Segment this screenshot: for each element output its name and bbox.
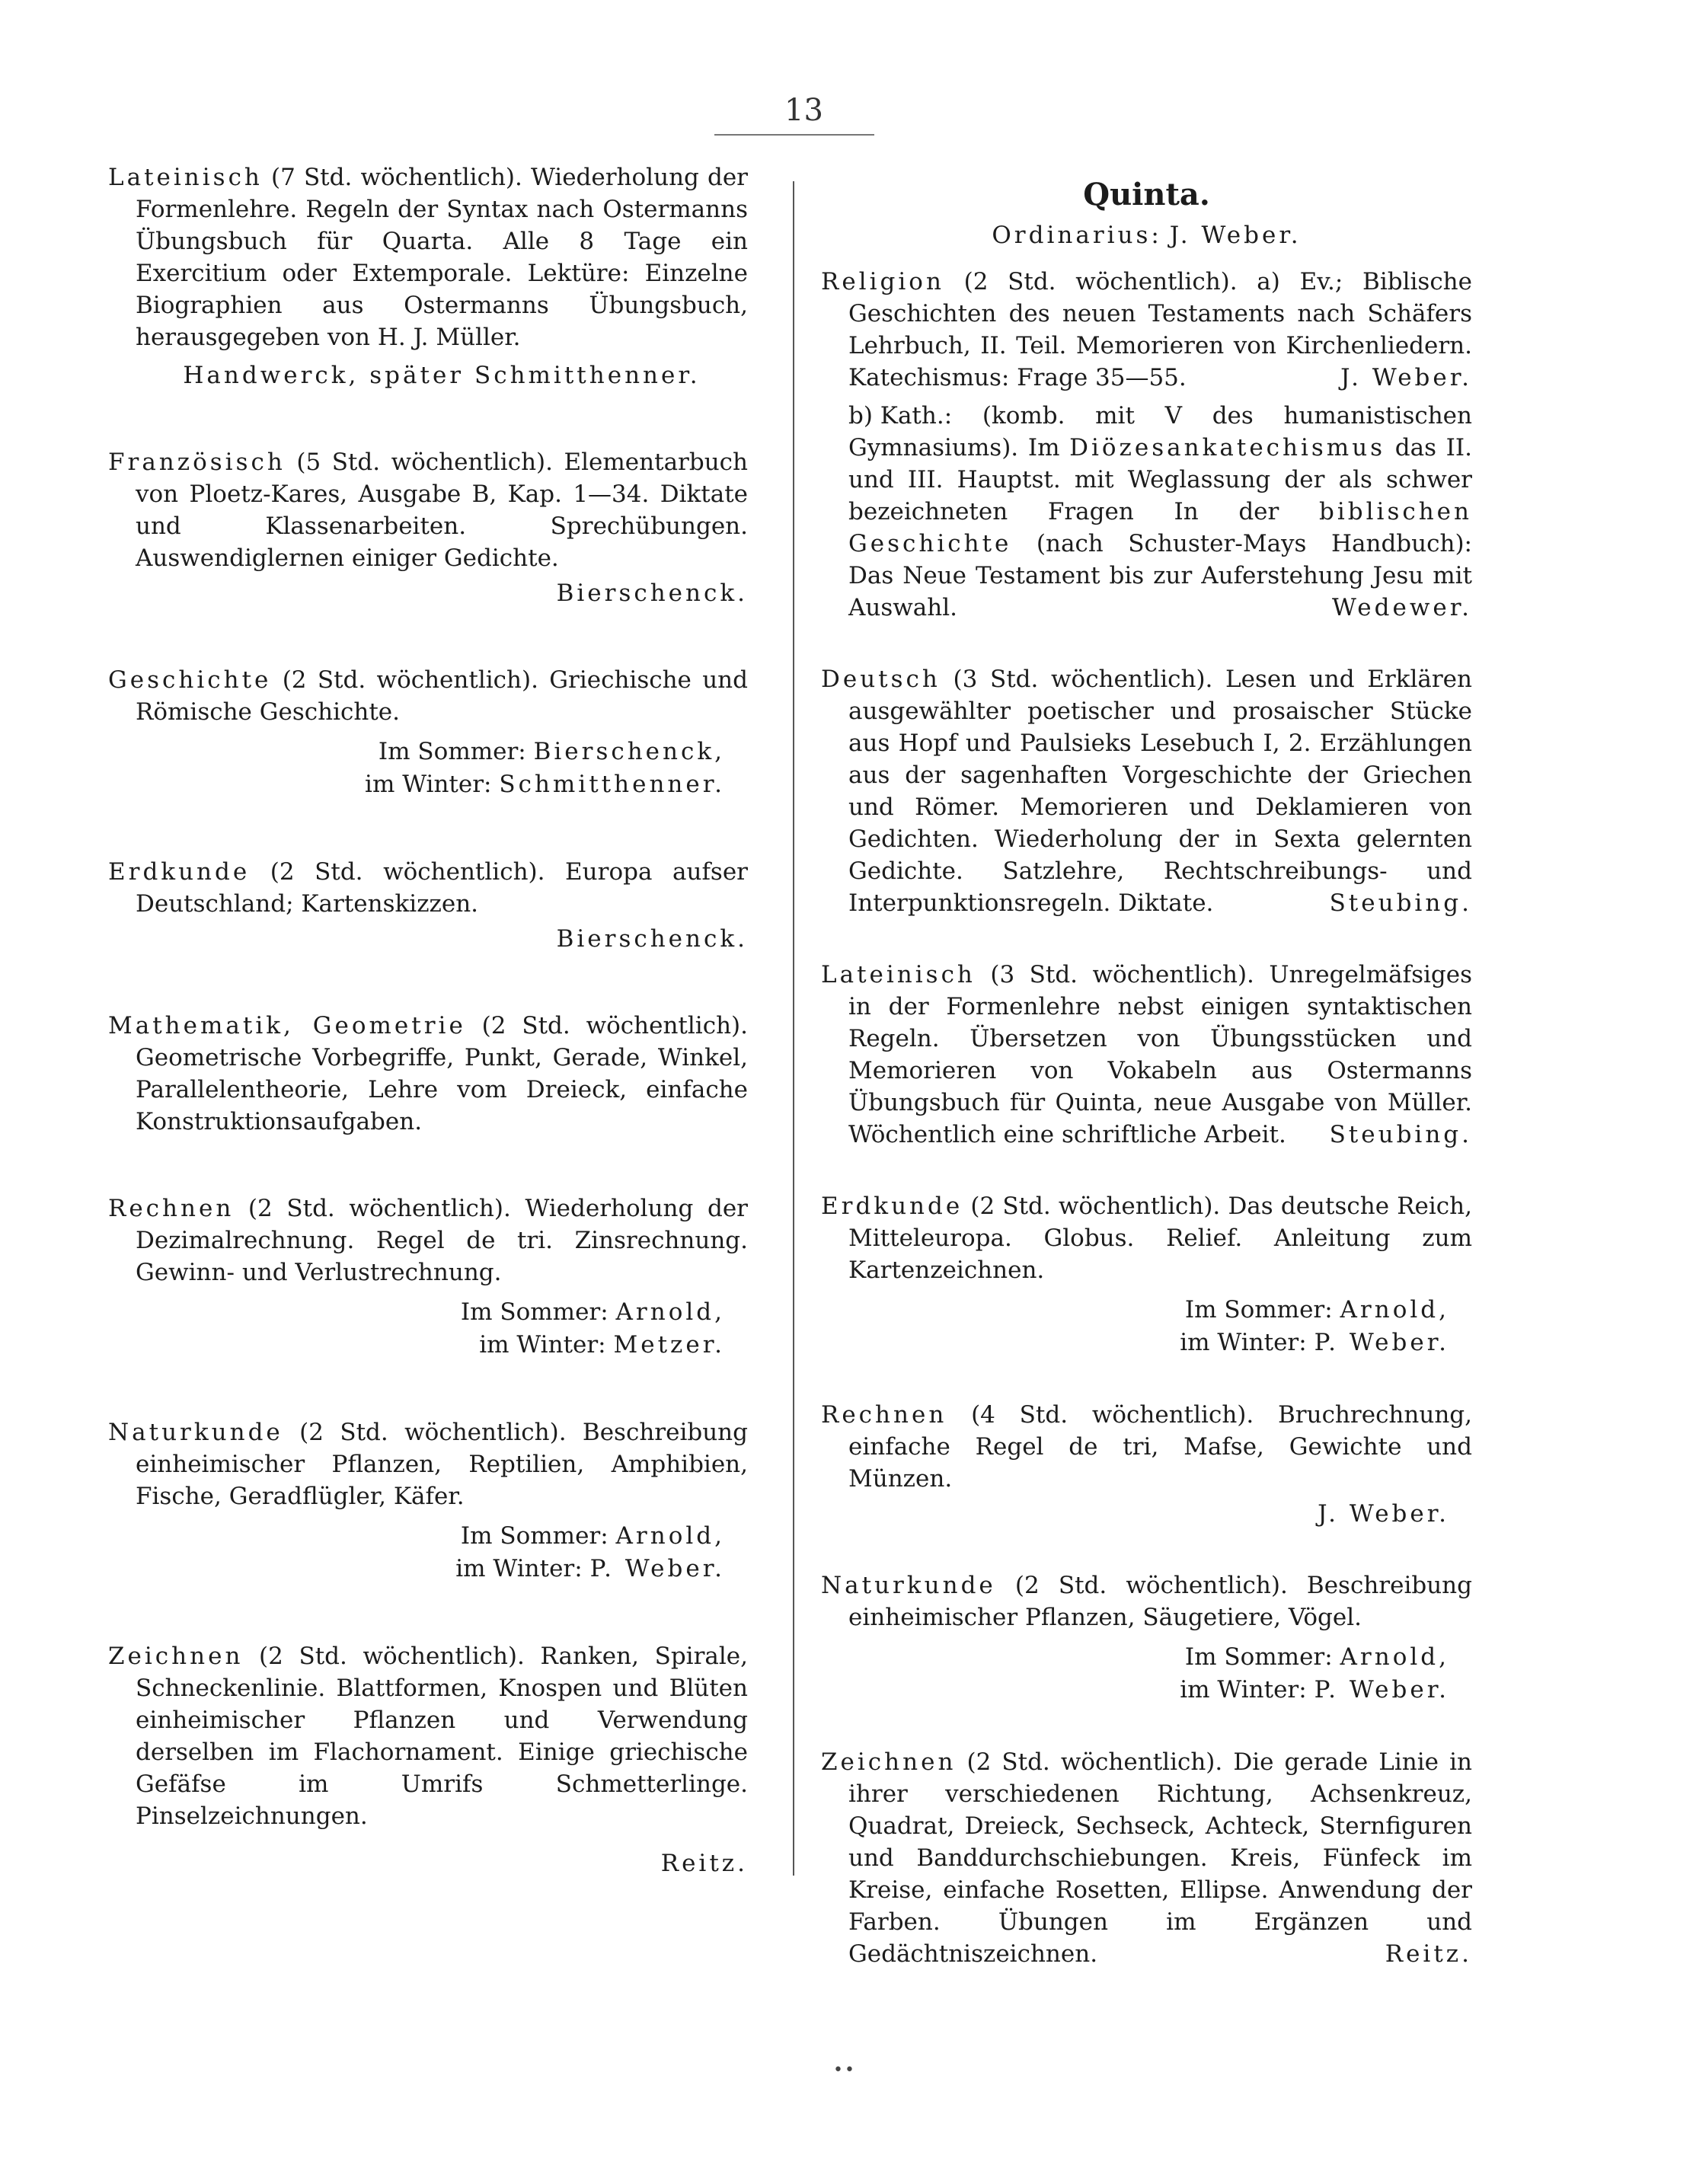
entry-erdkunde-quinta: [821, 1190, 1472, 1359]
entry-text: (2 Std. wöchentlich). Griechische und Römische Geschichte.: [136, 666, 748, 726]
subject: Mathematik, Geometrie: [108, 1012, 466, 1039]
entry-religion: [821, 266, 1472, 624]
subject: Lateinisch: [821, 961, 976, 988]
right-column: [821, 161, 1472, 1970]
subject: Französisch: [108, 449, 286, 476]
subject: Zeichnen: [821, 1748, 957, 1776]
left-column: [108, 161, 748, 1879]
subject: Naturkunde: [821, 1572, 996, 1599]
subject: Deutsch: [821, 666, 941, 693]
teacher: Wedewer.: [1331, 594, 1472, 621]
entry-naturkunde-quinta: [821, 1569, 1472, 1707]
entry-text: (5 Std. wöchentlich). Elementarbuch von Ploetz-Kares, Ausgabe B, Kap. 1—34. Diktate und Klassenarbeiten. Sprechübungen. Auswendiglernen einiger Gedichte.: [136, 449, 748, 572]
entry-text: (2 Std. wöchentlich). Die gerade Linie in ihrer verschiedenen Richtung, Achsenkreuz, Quadrat, Dreieck, Sechseck, Achteck, Sternfiguren und Banddurchschiebungen. Kreis, Fünfeck im Kreise, einfache Rosetten, Ellipse. Anwendung der Farben. Übungen im Ergänzen und Gedächtniszeichnen.: [848, 1748, 1472, 1968]
entry-text: (2 Std. wöchentlich). Wiederholung der Dezimalrechnung. Regel de tri. Zinsrechnung. Gewinn- und Verlustrechnung.: [136, 1195, 748, 1286]
header-rule: [714, 134, 874, 136]
teacher-schedule: Im Sommer: Arnold, im Winter: P. Weber.: [1180, 1643, 1449, 1703]
teacher: Bierschenck.: [556, 925, 748, 953]
entry-naturkunde: [108, 1416, 748, 1585]
entry-text: (7 Std. wöchentlich). Wiederholung der Formenlehre. Regeln der Syntax nach Ostermanns Übungsbuch für Quarta. Alle 8 Tage ein Exercitium oder Extemporale. Lektüre: Einzelne Biographien aus Ostermanns Übungsbuch, herausgegeben von H. J. Müller.: [136, 164, 748, 351]
teacher: Reitz.: [1385, 1940, 1472, 1968]
teacher: Steubing.: [1329, 889, 1472, 917]
page-number: 13: [784, 93, 823, 128]
entry-geschichte: [108, 664, 748, 801]
entry-text: (2 Std. wöchentlich). Geometrische Vorbegriffe, Punkt, Gerade, Winkel, Parallelentheorie, Lehre vom Dreieck, einfache Konstruktionsaufgaben.: [136, 1012, 748, 1135]
subject: Zeichnen: [108, 1643, 244, 1670]
entry-erdkunde: [108, 856, 748, 955]
teacher-schedule: Im Sommer: Arnold, im Winter: P. Weber.: [455, 1522, 725, 1582]
entry-text: (3 Std. wöchentlich). Unregelmäfsiges in der Formenlehre nebst einigen syntaktischen Regeln. Übersetzen von Übungsstücken und Memorieren von Vokabeln aus Ostermanns Übungsbuch für Quinta, neue Ausgabe von Müller. Wöchentlich eine schriftliche Arbeit.: [848, 961, 1472, 1148]
bottom-mark: ••: [833, 2061, 856, 2080]
teacher: Reitz.: [660, 1850, 748, 1877]
teacher: Steubing.: [1329, 1121, 1472, 1148]
subject: Erdkunde: [108, 858, 251, 886]
class-heading: Quinta.: [1083, 177, 1210, 212]
teacher-schedule: Im Sommer: Bierschenck, im Winter: Schmitthenner.: [365, 738, 725, 798]
subject: Lateinisch: [108, 164, 263, 191]
subject: Religion: [821, 268, 944, 295]
teacher: Handwerck, später Schmitthenner.: [183, 362, 701, 389]
entry-zeichnen: [108, 1640, 748, 1879]
entry-rechnen-quinta: [821, 1399, 1472, 1530]
ordinarius: Ordinarius: J. Weber.: [992, 222, 1302, 249]
entry-franzoesisch: [108, 446, 748, 609]
subject: Erdkunde: [821, 1193, 963, 1220]
entry-zeichnen-quinta: [821, 1746, 1472, 1970]
teacher: Bierschenck.: [556, 580, 748, 607]
entry-mathematik: [108, 1010, 748, 1138]
teacher-schedule: Im Sommer: Arnold, im Winter: Metzer.: [460, 1298, 725, 1359]
subject: Rechnen: [108, 1195, 235, 1222]
entry-text: (2 Std. wöchentlich). Beschreibung einheimischer Pflanzen, Reptilien, Amphibien, Fische, Geradflügler, Käfer.: [136, 1419, 748, 1510]
entry-lateinisch-quarta: [108, 161, 748, 391]
religion-catholic: b) Kath.: (komb. mit V des humanistischen Gymnasiums). Im Diözesankatechismus das II. und III. Hauptst. mit Weglassung der als schwer bezeichneten Fragen In der biblischen Geschichte (nach Schuster-Mays Handbuch): Das Neue Testament bis zur Auferstehung Jesu mit Auswahl. Wedewer.: [848, 400, 1472, 624]
teacher: J. Weber.: [1318, 1500, 1449, 1528]
entry-deutsch: [821, 663, 1472, 919]
entry-text: (3 Std. wöchentlich). Lesen und Erklären ausgewählter poetischer und prosaischer Stücke aus Hopf und Paulsieks Lesebuch I, 2. Erzählungen aus der sagenhaften Vorgeschichte der Griechen und Römer. Memorieren und Deklamieren von Gedichten. Wiederholung der in Sexta gelernten Gedichte. Satzlehre, Rechtschreibungs- und Interpunktionsregeln. Diktate.: [848, 666, 1472, 917]
subject: Rechnen: [821, 1401, 947, 1429]
teacher-schedule: Im Sommer: Arnold, im Winter: P. Weber.: [1180, 1296, 1449, 1356]
entry-text: (2 Std. wöchentlich). Ranken, Spirale, Schneckenlinie. Blattformen, Knospen und Blüten einheimischer Pflanzen und Verwendung derselben im Flachornament. Einige griechische Gefäfse im Umrifs Schmetterlinge. Pinselzeichnungen.: [136, 1643, 748, 1830]
column-divider: [793, 181, 794, 1876]
entry-text: (2 Std. wöchentlich). a) Ev.; Biblische Geschichten des neuen Testaments nach Schäfers Lehrbuch, II. Teil. Memorieren von Kirchenliedern. Katechismus: Frage 35—55.: [848, 268, 1472, 391]
entry-text: (4 Std. wöchentlich). Bruchrechnung, einfache Regel de tri, Mafse, Gewichte und Münzen.: [848, 1401, 1472, 1493]
entry-text: (2 Std. wöchentlich). Das deutsche Reich, Mitteleuropa. Globus. Relief. Anleitung zum Kartenzeichnen.: [848, 1193, 1472, 1284]
entry-rechnen: [108, 1193, 748, 1362]
subject: Naturkunde: [108, 1419, 283, 1446]
entry-text: (2 Std. wöchentlich). Beschreibung einheimischer Pflanzen, Säugetiere, Vögel.: [848, 1572, 1472, 1631]
entry-text: (2 Std. wöchentlich). Europa aufser Deutschland; Kartenskizzen.: [136, 858, 748, 918]
entry-lateinisch-quinta: [821, 959, 1472, 1151]
subject: Geschichte: [108, 666, 272, 694]
teacher: J. Weber.: [1340, 364, 1472, 391]
